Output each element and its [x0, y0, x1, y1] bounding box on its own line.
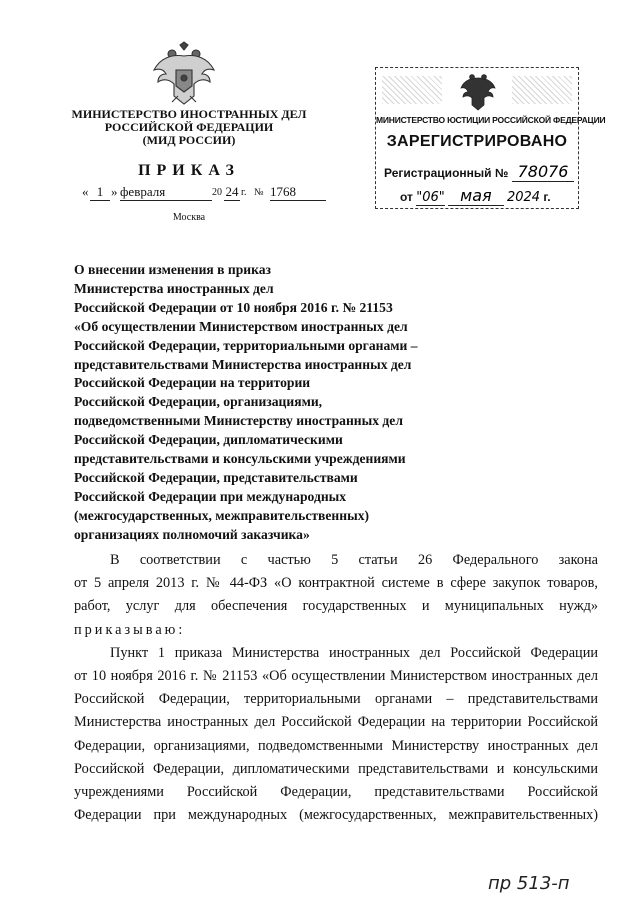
- order-date-number-line: [82, 184, 322, 204]
- order-number: 1768: [270, 184, 326, 201]
- order-year: 24: [225, 184, 239, 199]
- stamp-date-day: "06": [416, 190, 445, 205]
- subject-line: Министерства иностранных дел: [74, 280, 274, 296]
- order-month: февраля: [120, 184, 212, 201]
- subject-line: Российской Федерации, представительствами: [74, 469, 358, 485]
- city-label: Москва: [172, 212, 206, 223]
- stamp-texture: [512, 76, 572, 104]
- body-line: Федерации, организациями, подведомственными Министерству иностранных дел: [74, 737, 598, 754]
- subject-line: (межгосударственных, межправительственных): [74, 507, 370, 523]
- order-day: 1: [90, 184, 110, 201]
- body-line: от 10 ноября 2016 г. № 21153 «Об осуществлении Министерством иностранных дел: [74, 667, 598, 684]
- order-directive-word: приказываю:: [74, 621, 186, 638]
- subject-line: представительствами и консульскими учреждениями: [74, 451, 406, 467]
- subject-line: Российской Федерации на территории: [74, 375, 311, 391]
- body-line: Федерации при международных (межгосударственных, межправительственных): [74, 807, 598, 824]
- date-close-quote: »: [111, 184, 118, 199]
- registration-stamp: [375, 67, 606, 209]
- subject-line: Российской Федерации при международных: [74, 488, 347, 504]
- order-subject: [74, 261, 474, 545]
- document-type-title: ПРИКАЗ: [138, 162, 240, 179]
- body-line: В соответствии с частью 5 статьи 26 Федерального закона: [110, 552, 598, 568]
- stamp-texture: [382, 76, 442, 104]
- body-line: учреждениями Российской Федерации, представительствами Российской: [74, 783, 598, 800]
- handwritten-page-note: пр 513-п: [488, 873, 570, 894]
- stamp-registration-number-line: [384, 162, 574, 181]
- stamp-date-prefix: от: [400, 190, 413, 204]
- stamp-date-suffix: г.: [543, 190, 551, 204]
- subject-line: Российской Федерации, дипломатическими: [74, 432, 343, 448]
- stamp-date-year: 2024: [506, 190, 541, 205]
- stamp-date-line: [400, 186, 551, 205]
- body-line: от 5 апреля 2013 г. № 44-ФЗ «О контрактной системе в сфере закупок товаров,: [74, 575, 598, 592]
- stamp-reg-number: 78076: [512, 162, 575, 182]
- body-line: Пункт 1 приказа Министерства иностранных дел Российской Федерации: [110, 644, 598, 661]
- coat-of-arms-emblem: [150, 40, 218, 108]
- stamp-emblem-icon: [458, 72, 498, 112]
- order-year-unit: г.: [241, 187, 247, 198]
- subject-line: О внесении изменения в приказ: [74, 262, 272, 277]
- stamp-reg-label: Регистрационный №: [384, 166, 509, 180]
- ministry-name-line: МИНИСТЕРСТВО ИНОСТРАННЫХ ДЕЛ: [71, 107, 307, 121]
- ministry-name-block: [60, 108, 318, 147]
- ministry-name-line: РОССИЙСКОЙ ФЕДЕРАЦИИ: [104, 120, 274, 134]
- subject-line: Российской Федерации, организациями,: [74, 394, 323, 410]
- stamp-date-month: мая: [448, 186, 504, 206]
- subject-line: Российской Федерации, территориальными органами –: [74, 337, 418, 353]
- stamp-organization: МИНИСТЕРСТВО ЮСТИЦИИ РОССИЙСКОЙ ФЕДЕРАЦИИ: [376, 115, 606, 125]
- stamp-status: ЗАРЕГИСТРИРОВАНО: [386, 133, 568, 150]
- number-sign: №: [254, 187, 264, 198]
- ministry-name-line: (МИД РОССИИ): [142, 133, 236, 147]
- date-open-quote: «: [82, 184, 89, 199]
- order-body: [74, 549, 598, 827]
- body-line: работ, услуг для обеспечения государственных и муниципальных нужд»: [74, 598, 598, 615]
- subject-line: «Об осуществлении Министерством иностранных дел: [74, 318, 408, 334]
- subject-line: подведомственными Министерству иностранных дел: [74, 413, 403, 429]
- subject-line: организациях полномочий заказчика»: [74, 526, 310, 542]
- subject-line: Российской Федерации от 10 ноября 2016 г. № 21153: [74, 299, 393, 315]
- body-line: Российской Федерации, дипломатическими представительствами и консульскими: [74, 760, 598, 777]
- order-year-prefix: 20: [212, 187, 222, 198]
- body-line: Российской Федерации, территориальными органами – представительствами: [74, 691, 598, 708]
- body-line: Министерства иностранных дел Российской Федерации на территории Российской: [74, 714, 598, 731]
- subject-line: представительствами Министерства иностранных дел: [74, 356, 412, 372]
